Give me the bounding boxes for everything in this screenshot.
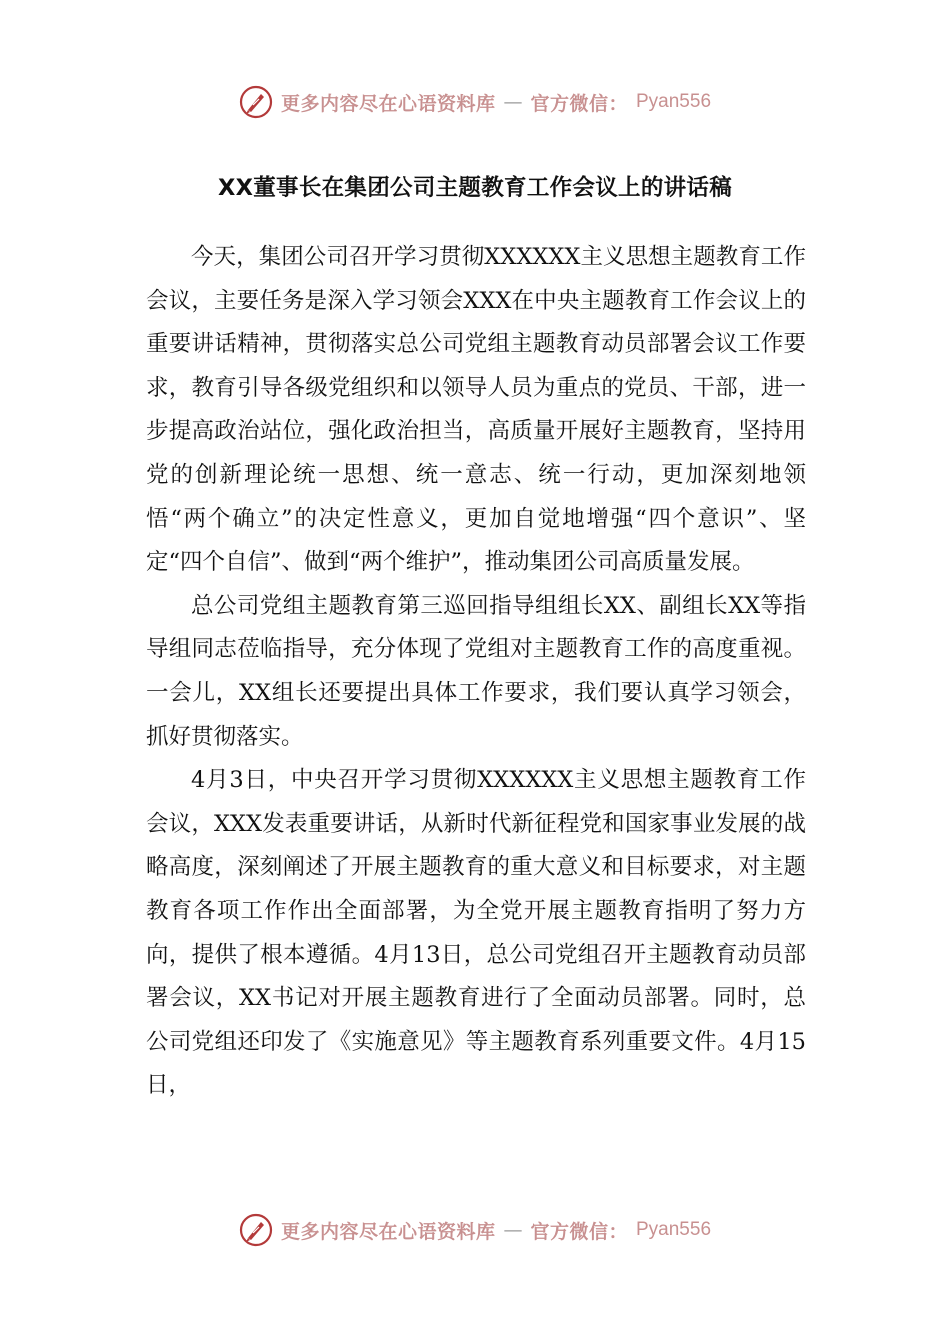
paragraph-3: 4月3日，中央召开学习贯彻XXXXXX主义思想主题教育工作会议，XXX发表重要讲话，从新时代新征程党和国家事业发展的战略高度，深刻阐述了开展主题教育的重大意义和目标要求，对主题教育各项工作作出全面部署，为全党开展主题教育指明了努力方向，提供了根本遵循。4月13日，总公司党组召开主题教育动员部署会议，XX书记对开展主题教育进行了全面动员部署。同时，总公司党组还印发了《实施意见》等主题教育系列重要文件。4月15日， xyxy=(146,767,806,1099)
header-watermark-banner xyxy=(0,82,950,122)
banner-wechat-id: Pyan556 xyxy=(636,91,712,112)
banner-main-text: 更多内容尽在心语资料库 xyxy=(280,92,496,115)
footer-watermark-banner xyxy=(0,1210,950,1250)
paragraph-1: 今天，集团公司召开学习贯彻XXXXXX主义思想主题教育工作会议，主要任务是深入学习领会XXX在中央主题教育工作会议上的重要讲话精神，贯彻落实总公司党组主题教育动员部署会议工作要求，教育引导各级党组织和以领导人员为重点的党员、干部，进一步提高政治站位，强化政治担当，高质量开展好主题教育，坚持用党的创新理论统一思想、统一意志、统一行动，更加深刻地领悟“两个确立”的决定性意义，更加自觉地增强“四个意识”、坚定“四个自信”、做到“两个维护”，推动集团公司高质量发展。 xyxy=(146,244,806,576)
document-title: XX董事长在集团公司主题教育工作会议上的讲话稿 xyxy=(217,175,733,201)
banner-separator: — xyxy=(503,1219,523,1241)
document-body xyxy=(146,236,806,1108)
banner-contact-label: 官方微信： xyxy=(530,1220,628,1243)
banner-wechat-id: Pyan556 xyxy=(636,1219,712,1240)
banner-separator: — xyxy=(503,91,523,113)
banner-main-text: 更多内容尽在心语资料库 xyxy=(280,1220,496,1243)
quill-pen-logo-icon xyxy=(239,1213,273,1247)
banner-contact-label: 官方微信： xyxy=(530,92,628,115)
paragraph-2: 总公司党组主题教育第三巡回指导组组长XX、副组长XX等指导组同志莅临指导，充分体现了党组对主题教育工作的高度重视。一会儿，XX组长还要提出具体工作要求，我们要认真学习领会，抓好贯彻落实。 xyxy=(146,592,806,750)
quill-pen-logo-icon xyxy=(239,85,273,119)
